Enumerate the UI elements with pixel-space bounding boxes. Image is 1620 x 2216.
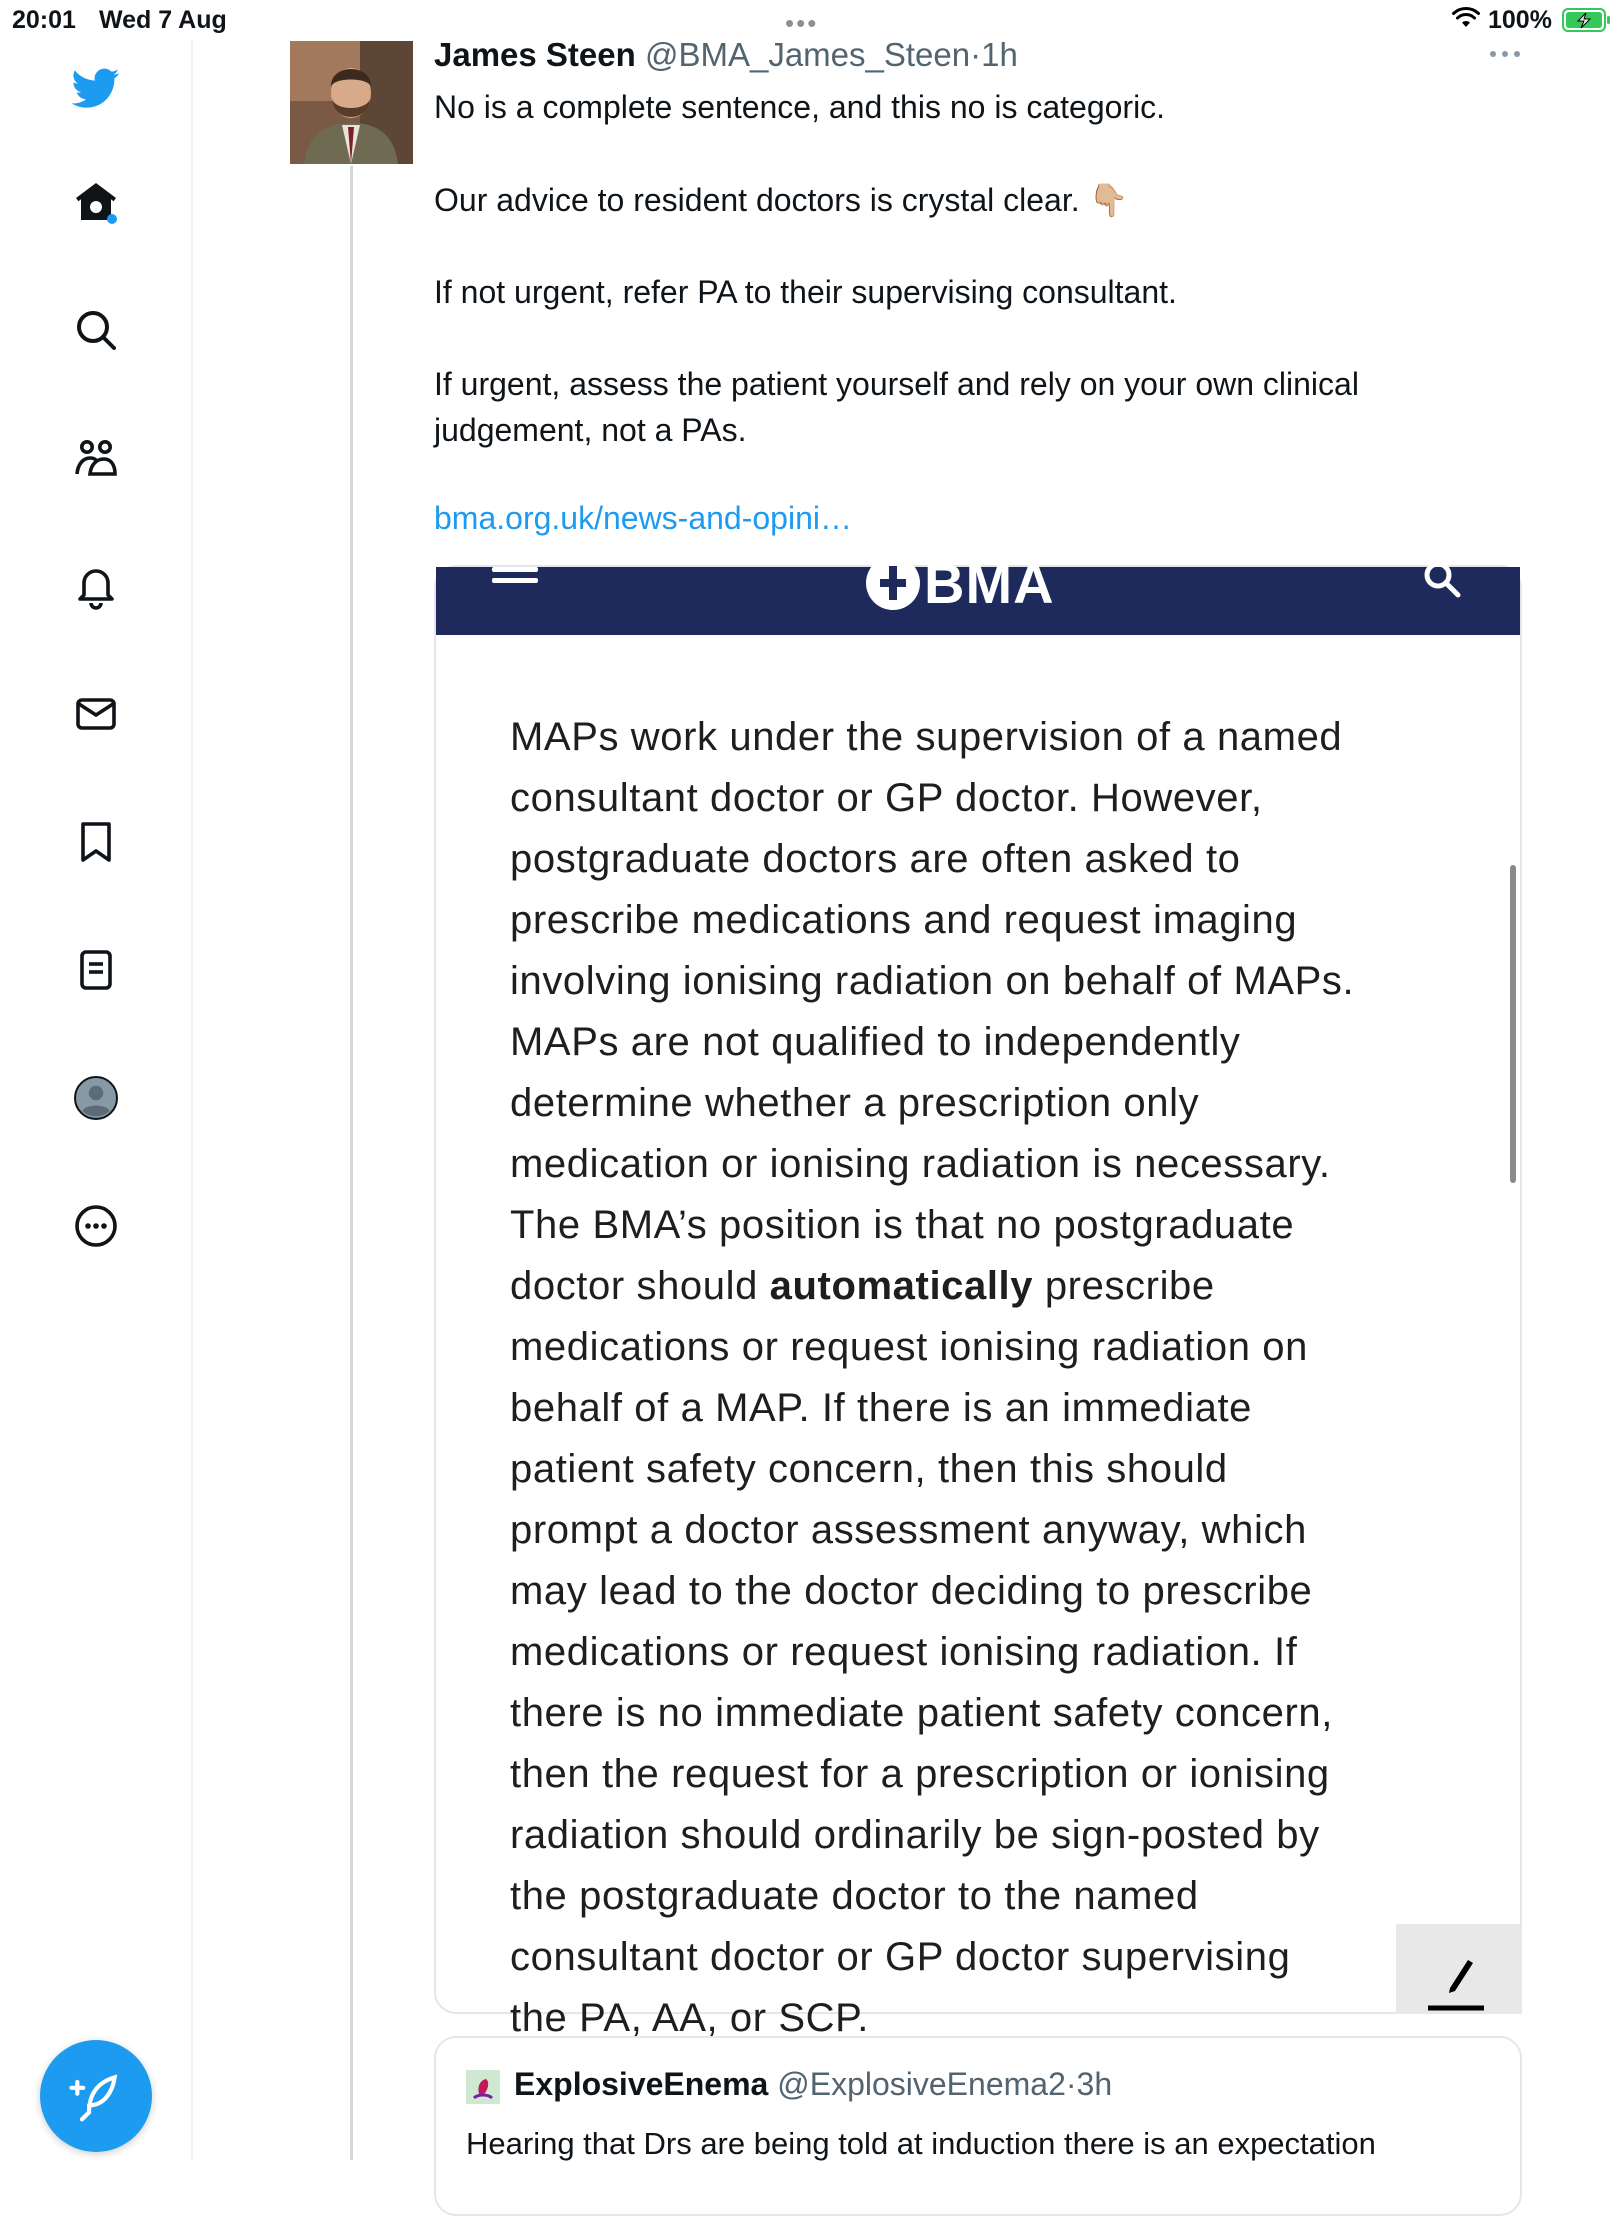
lists-icon[interactable] [68, 942, 124, 998]
article-line: may lead to the doctor deciding to prescribe [510, 1569, 1313, 1613]
markup-edit-button [1396, 1924, 1522, 2014]
wifi-icon [1452, 7, 1480, 29]
tweet-paragraph: If urgent, assess the patient yourself and rely on your own clinical [434, 366, 1359, 402]
article-line: medications or request ionising radiation on [510, 1325, 1308, 1369]
compose-tweet-button[interactable] [40, 2040, 152, 2152]
quoted-separator: · [1065, 2066, 1077, 2102]
status-date: Wed 7 Aug [99, 6, 227, 34]
article-line: then the request for a prescription or ionising [510, 1752, 1330, 1796]
bma-header-bar [436, 551, 1520, 635]
tweet-link[interactable]: bma.org.uk/news-and-opini… [434, 500, 852, 536]
article-line: radiation should ordinarily be sign-posted by [510, 1813, 1320, 1857]
article-line: determine whether a prescription only [510, 1081, 1200, 1125]
article-line: consultant doctor or GP doctor supervising [510, 1935, 1291, 1979]
article-line: MAPs work under the supervision of a named [510, 715, 1343, 759]
quoted-author-name: ExplosiveEnema [514, 2066, 769, 2102]
article-line [510, 1256, 1470, 1317]
article-line: MAPs are not qualified to independently [510, 1020, 1241, 1064]
article-line: postgraduate doctors are often asked to [510, 837, 1241, 881]
article-line: patient safety concern, then this should [510, 1447, 1228, 1491]
article-line: The BMA’s position is that no postgraduate [510, 1203, 1295, 1247]
article-text [510, 707, 1470, 2049]
author-avatar[interactable] [290, 41, 413, 164]
bma-logo-text: BMA [924, 551, 1055, 615]
tweet-timestamp[interactable]: 1h [981, 36, 1018, 73]
more-options-icon[interactable] [68, 1198, 124, 1254]
quoted-timestamp: 3h [1076, 2066, 1113, 2102]
header-separator: · [970, 36, 982, 73]
bma-search-icon [1420, 563, 1466, 599]
article-line: prompt a doctor assessment anyway, which [510, 1508, 1307, 1552]
multitasking-dots-icon[interactable]: ••• [785, 8, 819, 38]
battery-charging-icon [1562, 8, 1612, 32]
bma-logo [866, 551, 1055, 615]
tweet-paragraph: Our advice to resident doctors is crystal clear. 👇🏼 [434, 182, 1129, 218]
article-bold-word: automatically [769, 1264, 1034, 1308]
hamburger-menu-icon [492, 567, 538, 593]
sidebar-nav [0, 40, 193, 2160]
article-line: behalf of a MAP. If there is an immediate [510, 1386, 1253, 1430]
compose-tweet-icon [68, 2068, 124, 2124]
quoted-tweet-text: Hearing that Drs are being told at induction there is an expectation [466, 2126, 1376, 2161]
battery-percentage: 100% [1488, 6, 1552, 34]
article-line: medications or request ionising radiation. If [510, 1630, 1298, 1674]
article-line-segment: prescribe [1033, 1264, 1215, 1308]
status-time: 20:01 [12, 6, 76, 34]
tweet-paragraph: If not urgent, refer PA to their supervising consultant. [434, 274, 1177, 310]
search-icon[interactable] [68, 302, 124, 358]
pencil-markup-icon [1420, 1952, 1490, 2012]
article-line: consultant doctor or GP doctor. However, [510, 776, 1263, 820]
home-unread-dot [107, 214, 117, 224]
article-line-segment: doctor should [510, 1264, 770, 1308]
article-line: medication or ionising radiation is necessary. [510, 1142, 1331, 1186]
article-line: prescribe medications and request imaging [510, 898, 1298, 942]
thread-line [350, 166, 353, 2160]
communities-icon[interactable] [68, 430, 124, 486]
tweet-media-image[interactable] [434, 551, 1522, 2040]
twitter-bird-icon[interactable] [68, 60, 124, 116]
quoted-author-handle: @ExplosiveEnema2 [777, 2066, 1066, 2102]
quoted-tweet[interactable] [434, 2036, 1522, 2216]
author-handle[interactable]: @BMA_James_Steen [644, 36, 971, 73]
tweet-header [434, 36, 1018, 74]
image-scrollbar [1510, 865, 1516, 1183]
notifications-bell-icon[interactable] [68, 558, 124, 614]
bma-logo-mark [866, 556, 920, 610]
status-bar [0, 0, 1620, 40]
article-line: the postgraduate doctor to the named [510, 1874, 1199, 1918]
quoted-tweet-header [514, 2066, 1112, 2103]
quoted-author-avatar [466, 2070, 500, 2104]
tweet-paragraph: judgement, not a PAs. [434, 412, 747, 448]
profile-avatar-icon[interactable] [68, 1070, 124, 1126]
tweet-more-icon[interactable] [1488, 48, 1522, 60]
author-name[interactable]: James Steen [434, 36, 636, 73]
tweet-paragraph: No is a complete sentence, and this no is categoric. [434, 89, 1166, 125]
article-line: involving ionising radiation on behalf of MAPs. [510, 959, 1355, 1003]
messages-envelope-icon[interactable] [68, 686, 124, 742]
article-line: there is no immediate patient safety concern, [510, 1691, 1333, 1735]
bookmark-icon[interactable] [68, 814, 124, 870]
article-line: the PA, AA, or SCP. [510, 1996, 869, 2040]
